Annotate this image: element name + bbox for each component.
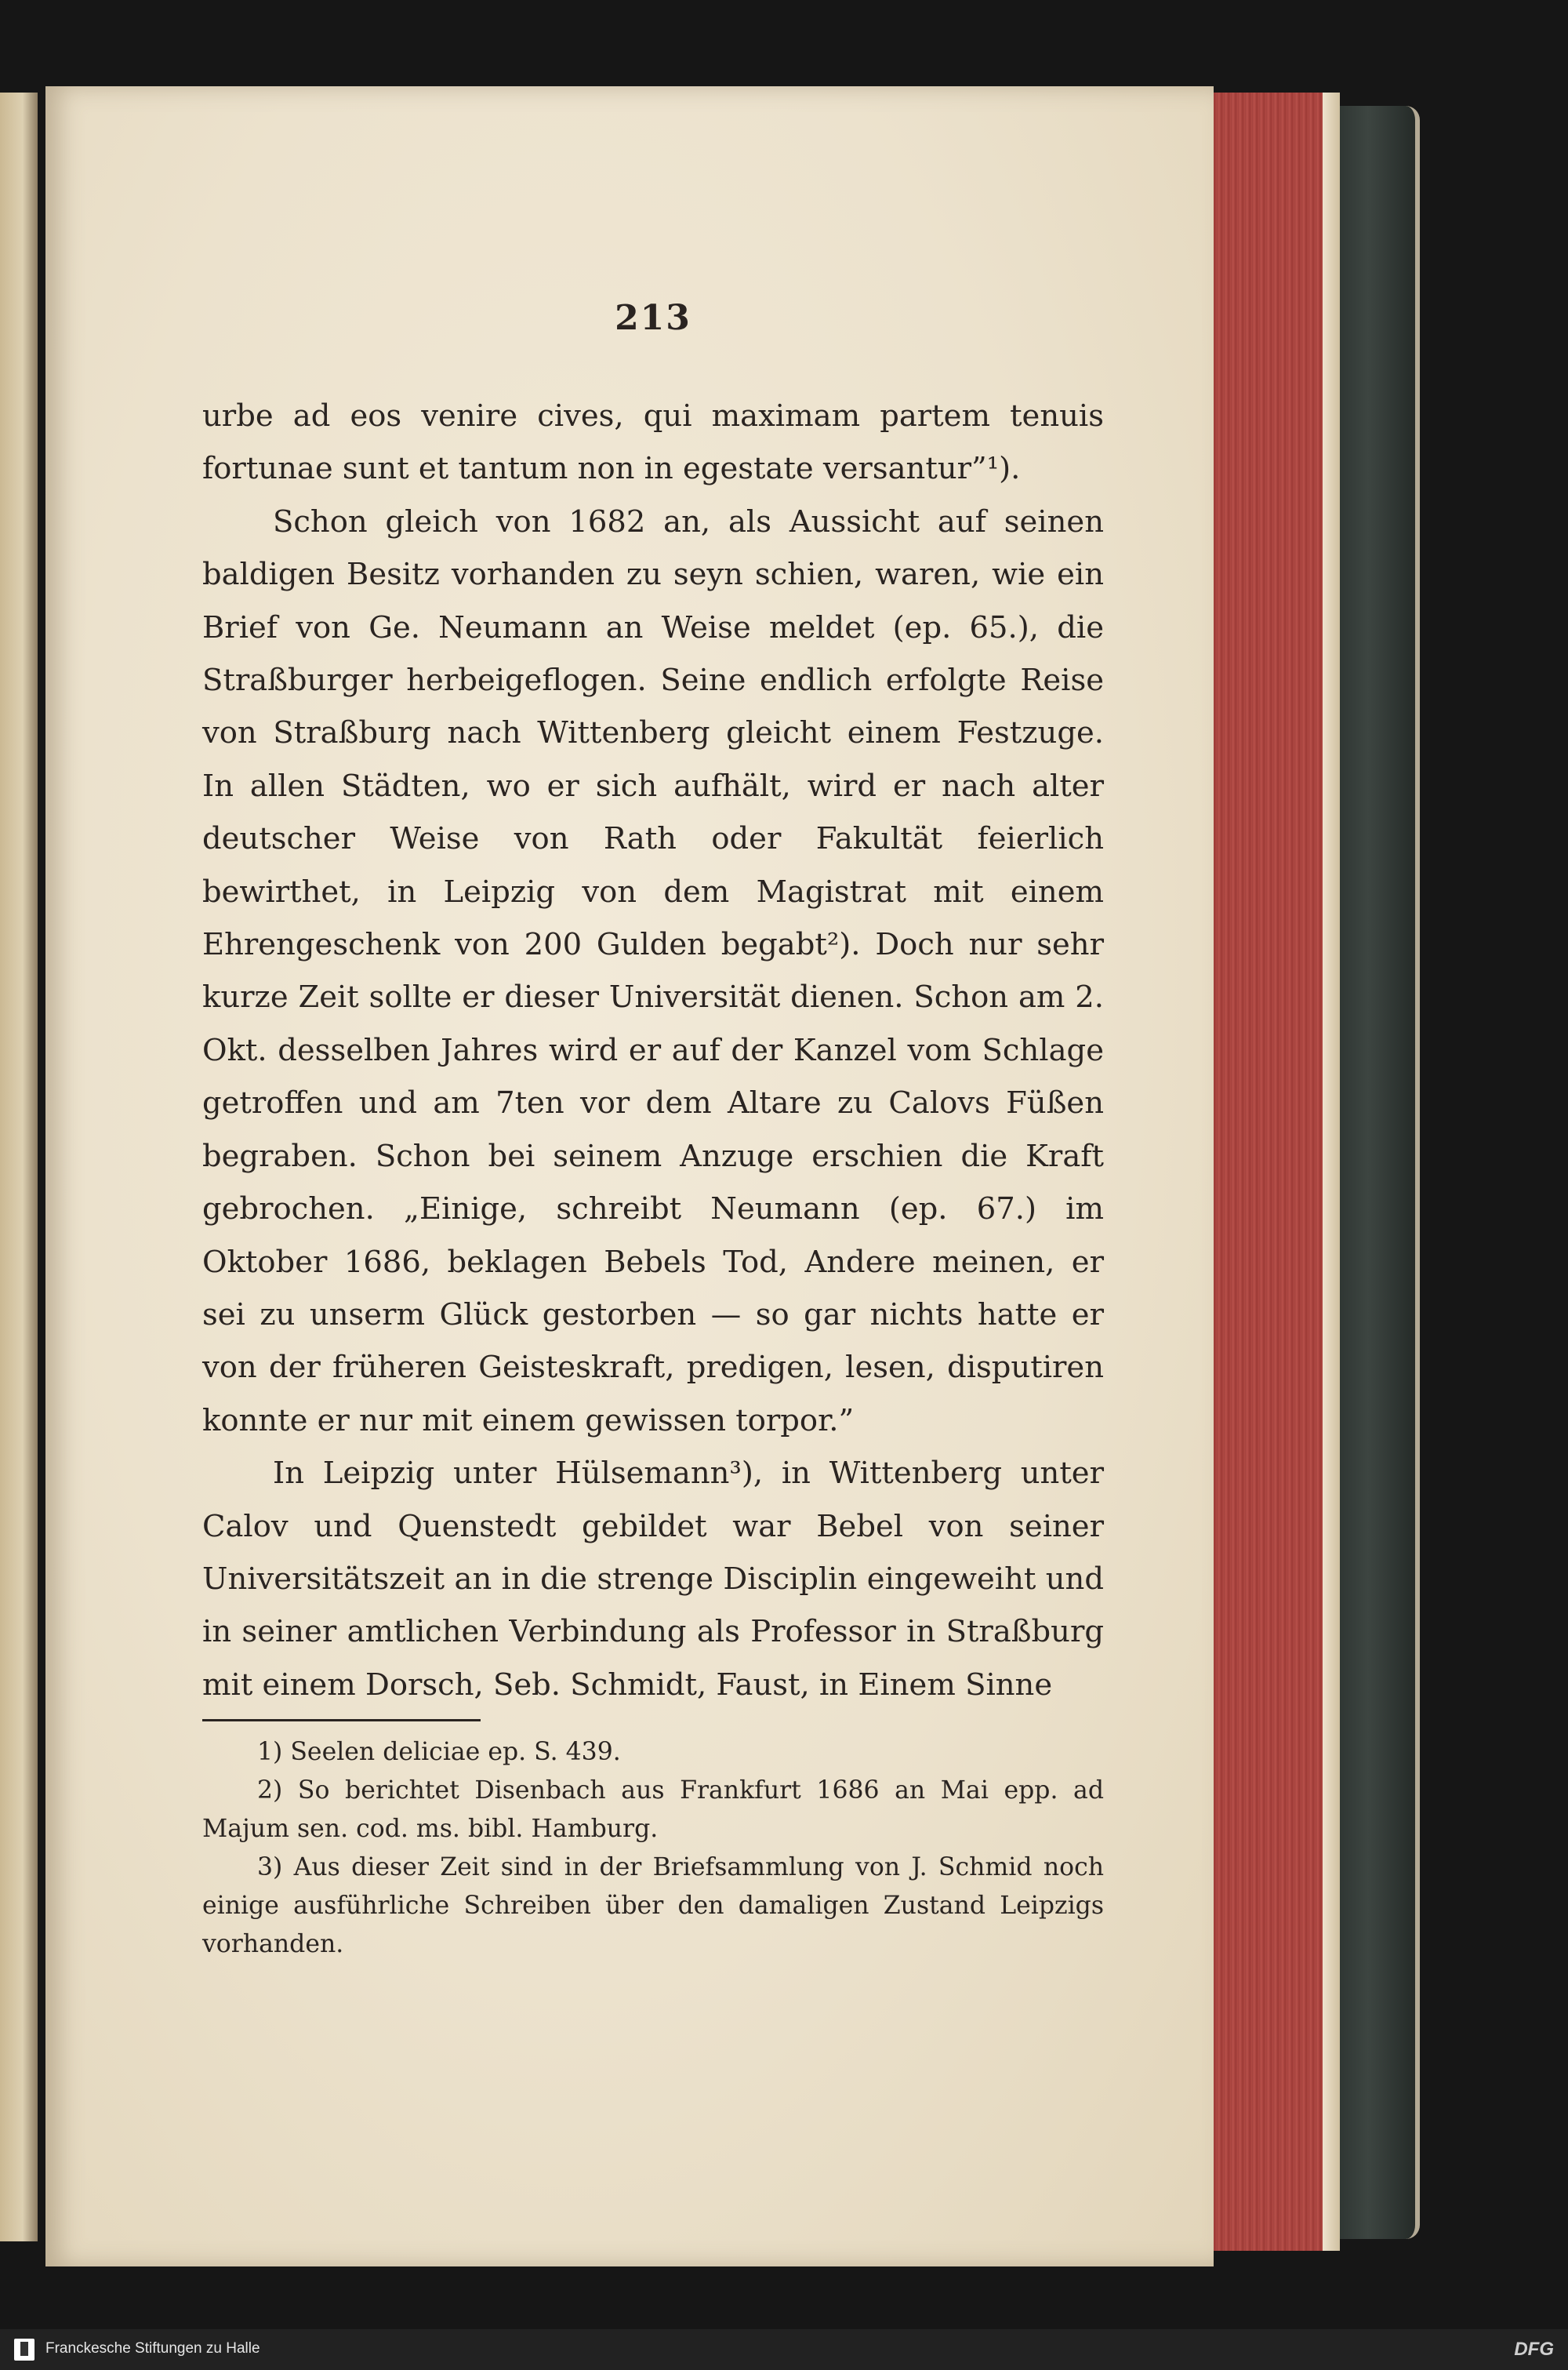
institution-name: Franckesche Stiftungen zu Halle: [45, 2340, 260, 2357]
paragraph: Schon gleich von 1682 an, als Aussicht auf seinen baldigen Besitz vorhanden zu seyn schien, waren, wie ein Brief von Ge. Neumann an Weise meldet (ep. 65.), die Straßburger herbeigeflogen. Seine endlich erfolgte Reise von Straßburg nach Wittenberg gleicht einem Festzuge. In allen Städten, wo er sich aufhält, wird er nach alter deutscher Weise von Rath oder Fakultät feierlich bewirthet, in Leipzig von dem Magistrat mit einem Ehrengeschenk von 200 Gulden begabt²). Doch nur sehr kurze Zeit sollte er dieser Universität dienen. Schon am 2. Okt. desselben Jahres wird er auf der Kanzel vom Schlage getroffen und am 7ten vor dem Altare zu Calovs Füßen begraben. Schon bei seinem Anzuge erschien die Kraft gebrochen. „Einige, schreibt Neumann (ep. 67.) im Oktober 1686, beklagen Bebels Tod, Andere meinen, er sei zu unserm Glück gestorben — so gar nichts hatte er von der früheren Geisteskraft, predigen, lesen, disputiren konnte er nur mit einem gewissen torpor.”: [202, 503, 1104, 1438]
dfg-logo: DFG: [1514, 2339, 1554, 2360]
left-page-edge: [0, 93, 38, 2241]
viewer-footer: [0, 2329, 1568, 2370]
paragraph: In Leipzig unter Hülsemann³), in Wittenberg unter Calov und Quenstedt gebildet war Bebel von seiner Universitätszeit an in die strenge Disciplin eingeweiht und in seiner amtlichen Verbindung als Professor in Straßburg mit einem Dorsch, Seb. Schmidt, Faust, in Einem Sinne: [202, 1456, 1104, 1703]
page-edges: [1200, 93, 1340, 2251]
footnotes: [202, 1733, 1104, 1964]
paragraph: urbe ad eos venire cives, qui maximam partem tenuis fortunae sunt et tantum non in egestate versantur”¹).: [202, 398, 1104, 487]
footnote-rule: [202, 1719, 481, 1721]
footnote: 2) So berichtet Disenbach aus Frankfurt 1686 an Mai epp. ad Majum sen. cod. ms. bibl. Hamburg.: [202, 1776, 1104, 1843]
institution-logo-icon: [14, 2339, 34, 2361]
footnote: 1) Seelen deliciae ep. S. 439.: [257, 1738, 621, 1766]
book-cover: [1337, 106, 1420, 2239]
page-number: 213: [615, 298, 691, 338]
footnote: 3) Aus dieser Zeit sind in der Briefsammlung von J. Schmid noch einige ausführliche Schreiben über den damaligen Zustand Leipzigs vorhanden.: [202, 1853, 1104, 1958]
book-page: [45, 86, 1214, 2266]
body-text: [202, 390, 1104, 1711]
